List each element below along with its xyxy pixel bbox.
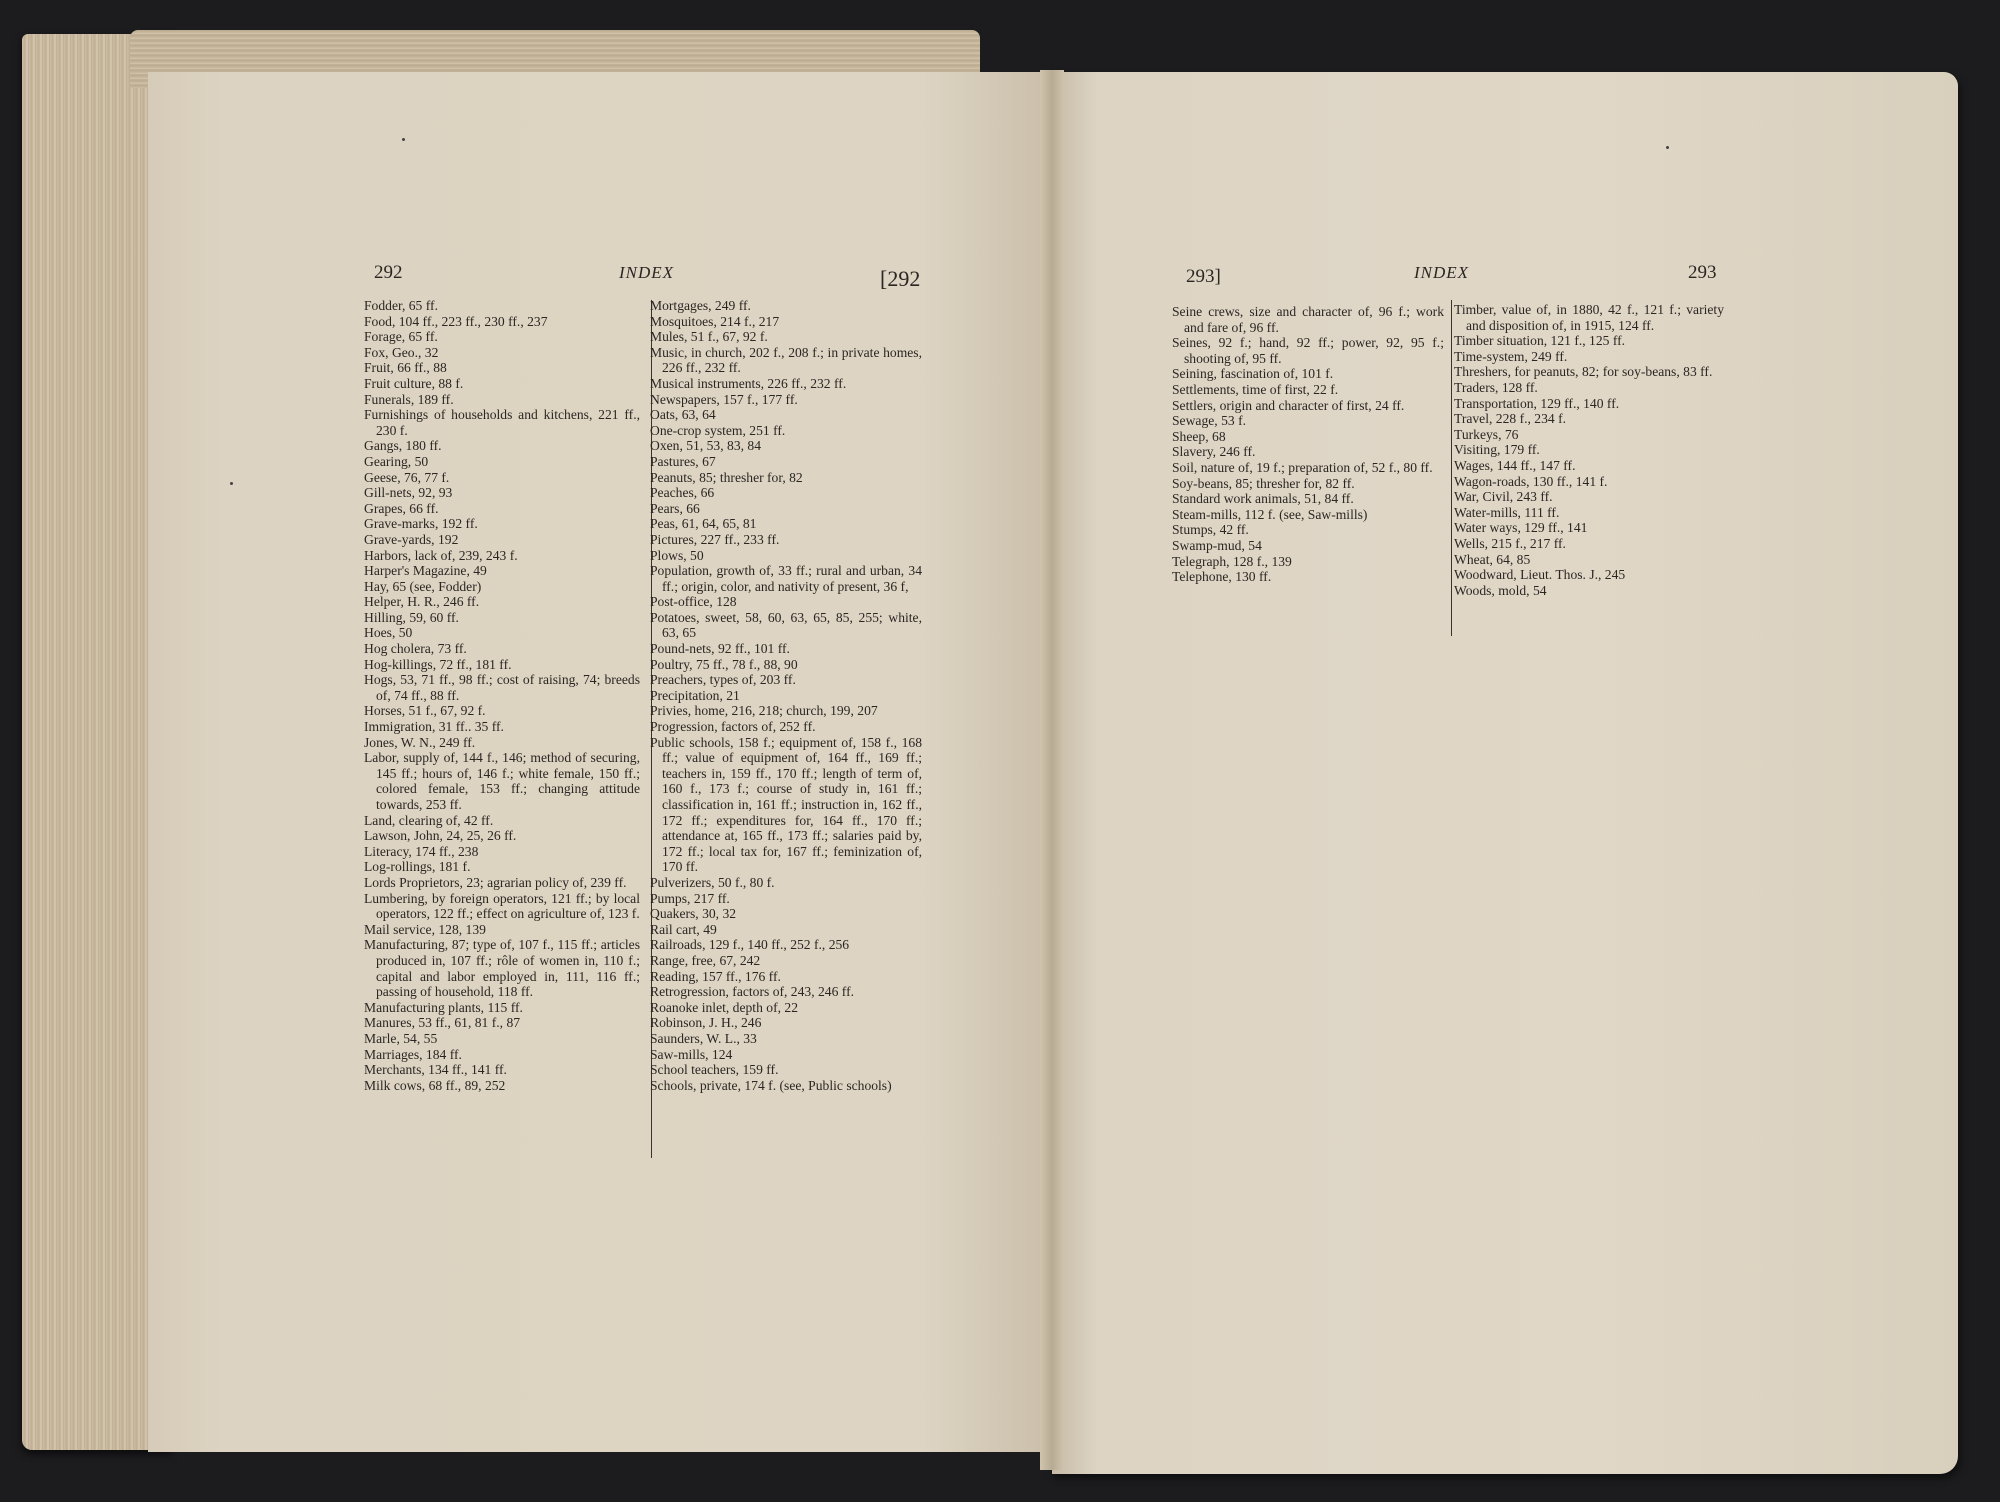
- paper-speck: [1666, 146, 1669, 149]
- index-entry: Forage, 65 ff.: [364, 329, 438, 345]
- index-entry: Seine crews, size and character of, 96 f.; work and fare of, 96 ff.: [1172, 304, 1444, 335]
- index-entry: Gearing, 50: [364, 453, 429, 469]
- left-bracket-number: [292: [880, 266, 921, 291]
- index-entry: Hogs, 53, 71 ff., 98 ff.; cost of raising, 74; breeds of, 74 ff., 88 ff.: [364, 672, 640, 703]
- paper-speck: [230, 482, 233, 485]
- index-entry: Manufacturing plants, 115 ff.: [364, 999, 523, 1015]
- index-entry: Jones, W. N., 249 ff.: [364, 734, 476, 750]
- index-entry: Poultry, 75 ff., 78 f., 88, 90: [650, 656, 798, 672]
- index-entry: Privies, home, 216, 218; church, 199, 207: [650, 703, 878, 719]
- index-entry: Geese, 76, 77 f.: [364, 469, 450, 485]
- index-entry: Gill-nets, 92, 93: [364, 485, 453, 501]
- index-entry: Timber, value of, in 1880, 42 f., 121 f.; variety and disposition of, in 1915, 124 ff.: [1454, 302, 1724, 333]
- index-entry: Railroads, 129 f., 140 ff., 252 f., 256: [650, 937, 850, 953]
- index-entry: Traders, 128 ff.: [1454, 379, 1538, 395]
- index-entry: Mules, 51 f., 67, 92 f.: [650, 329, 768, 345]
- index-entry: Lords Proprietors, 23; agrarian policy of, 239 ff.: [364, 874, 627, 890]
- index-entry: Roanoke inlet, depth of, 22: [650, 999, 798, 1015]
- index-entry: Fox, Geo., 32: [364, 344, 439, 360]
- index-entry: Saw-mills, 124: [650, 1046, 733, 1062]
- index-entry: Furnishings of households and kitchens, 221 ff., 230 f.: [364, 407, 640, 438]
- index-entry: Hilling, 59, 60 ff.: [364, 609, 459, 625]
- paper-speck: [402, 138, 405, 141]
- index-entry: Settlers, origin and character of first, 24 ff.: [1172, 397, 1405, 413]
- index-entry: Newspapers, 157 f., 177 ff.: [650, 391, 798, 407]
- index-entry: Settlements, time of first, 22 f.: [1172, 381, 1339, 397]
- index-entry: Mosquitoes, 214 f., 217: [650, 313, 780, 329]
- index-entry: Land, clearing of, 42 ff.: [364, 812, 494, 828]
- right-running-title: INDEX: [1414, 263, 1470, 282]
- index-entry: Post-office, 128: [650, 594, 737, 610]
- index-entry: Fruit, 66 ff., 88: [364, 360, 447, 376]
- right-page-number: 293: [1688, 262, 1717, 283]
- index-entry: School teachers, 159 ff.: [650, 1062, 779, 1078]
- index-entry: Swamp-mud, 54: [1172, 537, 1262, 553]
- index-entry: Immigration, 31 ff.. 35 ff.: [364, 719, 504, 735]
- index-entry: Mortgages, 249 ff.: [650, 298, 751, 313]
- index-entry: Lawson, John, 24, 25, 26 ff.: [364, 828, 517, 844]
- index-entry: Rail cart, 49: [650, 921, 717, 937]
- index-entry: Steam-mills, 112 f. (see, Saw-mills): [1172, 506, 1368, 522]
- index-entry: Seines, 92 f.; hand, 92 ff.; power, 92, 95 f.; shooting of, 95 ff.: [1172, 335, 1444, 366]
- index-entry: Pulverizers, 50 f., 80 f.: [650, 874, 775, 890]
- column-rule-right: [1451, 300, 1452, 636]
- index-entry: Funerals, 189 ff.: [364, 391, 454, 407]
- index-entry: Literacy, 174 ff., 238: [364, 843, 479, 859]
- index-entry: War, Civil, 243 ff.: [1454, 489, 1553, 505]
- left-index-column-1: [364, 298, 640, 1093]
- index-entry: Hog-killings, 72 ff., 181 ff.: [364, 656, 512, 672]
- index-entry: Precipitation, 21: [650, 687, 740, 703]
- index-entry: Log-rollings, 181 f.: [364, 859, 471, 875]
- index-entry: Transportation, 129 ff., 140 ff.: [1454, 395, 1620, 411]
- index-entry: Sheep, 68: [1172, 428, 1226, 444]
- index-entry: Labor, supply of, 144 f., 146; method of securing, 145 ff.; hours of, 146 f.; white female, 150 ff.; colored female, 153 ff.; changing attitude towards, 253 ff.: [364, 750, 640, 812]
- index-entry: Fruit culture, 88 f.: [364, 375, 464, 391]
- left-running-title: INDEX: [619, 263, 675, 282]
- index-entry: Schools, private, 174 f. (see, Public schools): [650, 1077, 892, 1093]
- index-entry: Milk cows, 68 ff., 89, 252: [364, 1077, 506, 1093]
- index-entry: Reading, 157 ff., 176 ff.: [650, 968, 781, 984]
- index-entry: Standard work animals, 51, 84 ff.: [1172, 491, 1354, 507]
- index-entry: Pictures, 227 ff., 233 ff.: [650, 531, 780, 547]
- index-entry: Visiting, 179 ff.: [1454, 442, 1540, 458]
- index-entry: Public schools, 158 f.; equipment of, 158 f., 168 ff.; value of equipment of, 164 ff., 169 ff.; teachers in, 159 ff., 170 ff.; length of term of, 160 f., 173 f.; course of study in, 161 ff.; classification in, 161 ff.; instruction in, 162 ff., 172 ff.; expenditures for, 164 ff., 170 ff.; attendance at, 165 ff., 173 ff.; salaries paid by, 172 ff.; local tax for, 167 ff.; feminization of, 170 ff.: [650, 734, 922, 875]
- index-entry: Threshers, for peanuts, 82; for soy-beans, 83 ff.: [1454, 364, 1713, 380]
- index-entry: Saunders, W. L., 33: [650, 1030, 757, 1046]
- index-entry: Manures, 53 ff., 61, 81 f., 87: [364, 1015, 521, 1031]
- index-entry: Timber situation, 121 f., 125 ff.: [1454, 333, 1626, 349]
- left-index-column-2: [650, 298, 922, 1093]
- index-entry: Lumbering, by foreign operators, 121 ff.; by local operators, 122 ff.; effect on agriculture of, 123 f.: [364, 890, 640, 922]
- index-entry: Peaches, 66: [650, 485, 715, 501]
- index-entry: Horses, 51 f., 67, 92 f.: [364, 703, 486, 719]
- index-entry: Hog cholera, 73 ff.: [364, 641, 467, 657]
- index-entry: Stumps, 42 ff.: [1172, 522, 1249, 538]
- index-entry: Harbors, lack of, 239, 243 f.: [364, 547, 518, 563]
- index-entry: Seining, fascination of, 101 f.: [1172, 366, 1334, 382]
- index-entry: Sewage, 53 f.: [1172, 413, 1246, 429]
- index-entry: Fodder, 65 ff.: [364, 298, 438, 313]
- index-entry: Musical instruments, 226 ff., 232 ff.: [650, 375, 847, 391]
- index-entry: Plows, 50: [650, 547, 704, 563]
- index-entry: Soil, nature of, 19 f.; preparation of, 52 f., 80 ff.: [1172, 459, 1433, 475]
- index-entry: Helper, H. R., 246 ff.: [364, 594, 480, 610]
- index-entry: Music, in church, 202 f., 208 f.; in private homes, 226 ff., 232 ff.: [650, 344, 922, 376]
- index-entry: Potatoes, sweet, 58, 60, 63, 65, 85, 255; white, 63, 65: [650, 609, 922, 641]
- right-index-column-2: [1454, 302, 1724, 598]
- index-entry: Retrogression, factors of, 243, 246 ff.: [650, 984, 854, 1000]
- index-entry: Water-mills, 111 ff.: [1454, 504, 1560, 520]
- index-entry: Quakers, 30, 32: [650, 906, 737, 922]
- index-entry: Grapes, 66 ff.: [364, 500, 439, 516]
- index-entry: Oats, 63, 64: [650, 407, 716, 423]
- index-entry: Turkeys, 76: [1454, 426, 1519, 442]
- index-entry: Robinson, J. H., 246: [650, 1015, 762, 1031]
- index-entry: Marle, 54, 55: [364, 1030, 438, 1046]
- index-entry: Telephone, 130 ff.: [1172, 569, 1272, 585]
- index-entry: Gangs, 180 ff.: [364, 438, 442, 454]
- index-entry: Pound-nets, 92 ff., 101 ff.: [650, 641, 790, 657]
- index-entry: Hay, 65 (see, Fodder): [364, 578, 482, 594]
- index-entry: Travel, 228 f., 234 f.: [1454, 411, 1567, 427]
- index-entry: Pastures, 67: [650, 453, 716, 469]
- index-entry: Pumps, 217 ff.: [650, 890, 730, 906]
- index-entry: Population, growth of, 33 ff.; rural and urban, 34 ff.; origin, color, and nativity of present, 36 f,: [650, 563, 922, 594]
- right-bracket-number: 293]: [1186, 266, 1221, 287]
- left-page-number: 292: [374, 262, 403, 283]
- index-entry: Wagon-roads, 130 ff., 141 f.: [1454, 473, 1608, 489]
- index-entry: Wheat, 64, 85: [1454, 551, 1531, 567]
- index-entry: Mail service, 128, 139: [364, 921, 486, 937]
- index-entry: Peanuts, 85; thresher for, 82: [650, 469, 803, 485]
- index-entry: Hoes, 50: [364, 625, 413, 641]
- index-entry: Peas, 61, 64, 65, 81: [650, 516, 757, 532]
- index-entry: Water ways, 129 ff., 141: [1454, 520, 1588, 536]
- index-entry: Grave-marks, 192 ff.: [364, 516, 478, 532]
- index-entry: Progression, factors of, 252 ff.: [650, 719, 816, 735]
- index-entry: Soy-beans, 85; thresher for, 82 ff.: [1172, 475, 1355, 491]
- index-entry: Manufacturing, 87; type of, 107 f., 115 ff.; articles produced in, 107 ff.; rôle of women in, 110 f.; capital and labor employed in, 111, 116 ff.; passing of household, 118 ff.: [364, 937, 640, 1000]
- index-entry: Woodward, Lieut. Thos. J., 245: [1454, 567, 1626, 583]
- index-entry: Range, free, 67, 242: [650, 952, 761, 968]
- index-entry: Grave-yards, 192: [364, 531, 459, 547]
- index-entry: Merchants, 134 ff., 141 ff.: [364, 1062, 507, 1078]
- index-entry: Slavery, 246 ff.: [1172, 444, 1256, 460]
- index-entry: Preachers, types of, 203 ff.: [650, 672, 796, 688]
- index-entry: Pears, 66: [650, 500, 700, 516]
- index-entry: Oxen, 51, 53, 83, 84: [650, 438, 762, 454]
- index-entry: Wages, 144 ff., 147 ff.: [1454, 457, 1576, 473]
- right-index-column-1: [1172, 304, 1444, 585]
- index-entry: Food, 104 ff., 223 ff., 230 ff., 237: [364, 313, 548, 329]
- index-entry: One-crop system, 251 ff.: [650, 422, 786, 438]
- book-gutter: [1040, 70, 1064, 1470]
- index-entry: Telegraph, 128 f., 139: [1172, 553, 1292, 569]
- index-entry: Time-system, 249 ff.: [1454, 348, 1568, 364]
- index-entry: Harper's Magazine, 49: [364, 563, 487, 579]
- index-entry: Wells, 215 f., 217 ff.: [1454, 535, 1566, 551]
- index-entry: Marriages, 184 ff.: [364, 1046, 462, 1062]
- index-entry: Woods, mold, 54: [1454, 582, 1547, 598]
